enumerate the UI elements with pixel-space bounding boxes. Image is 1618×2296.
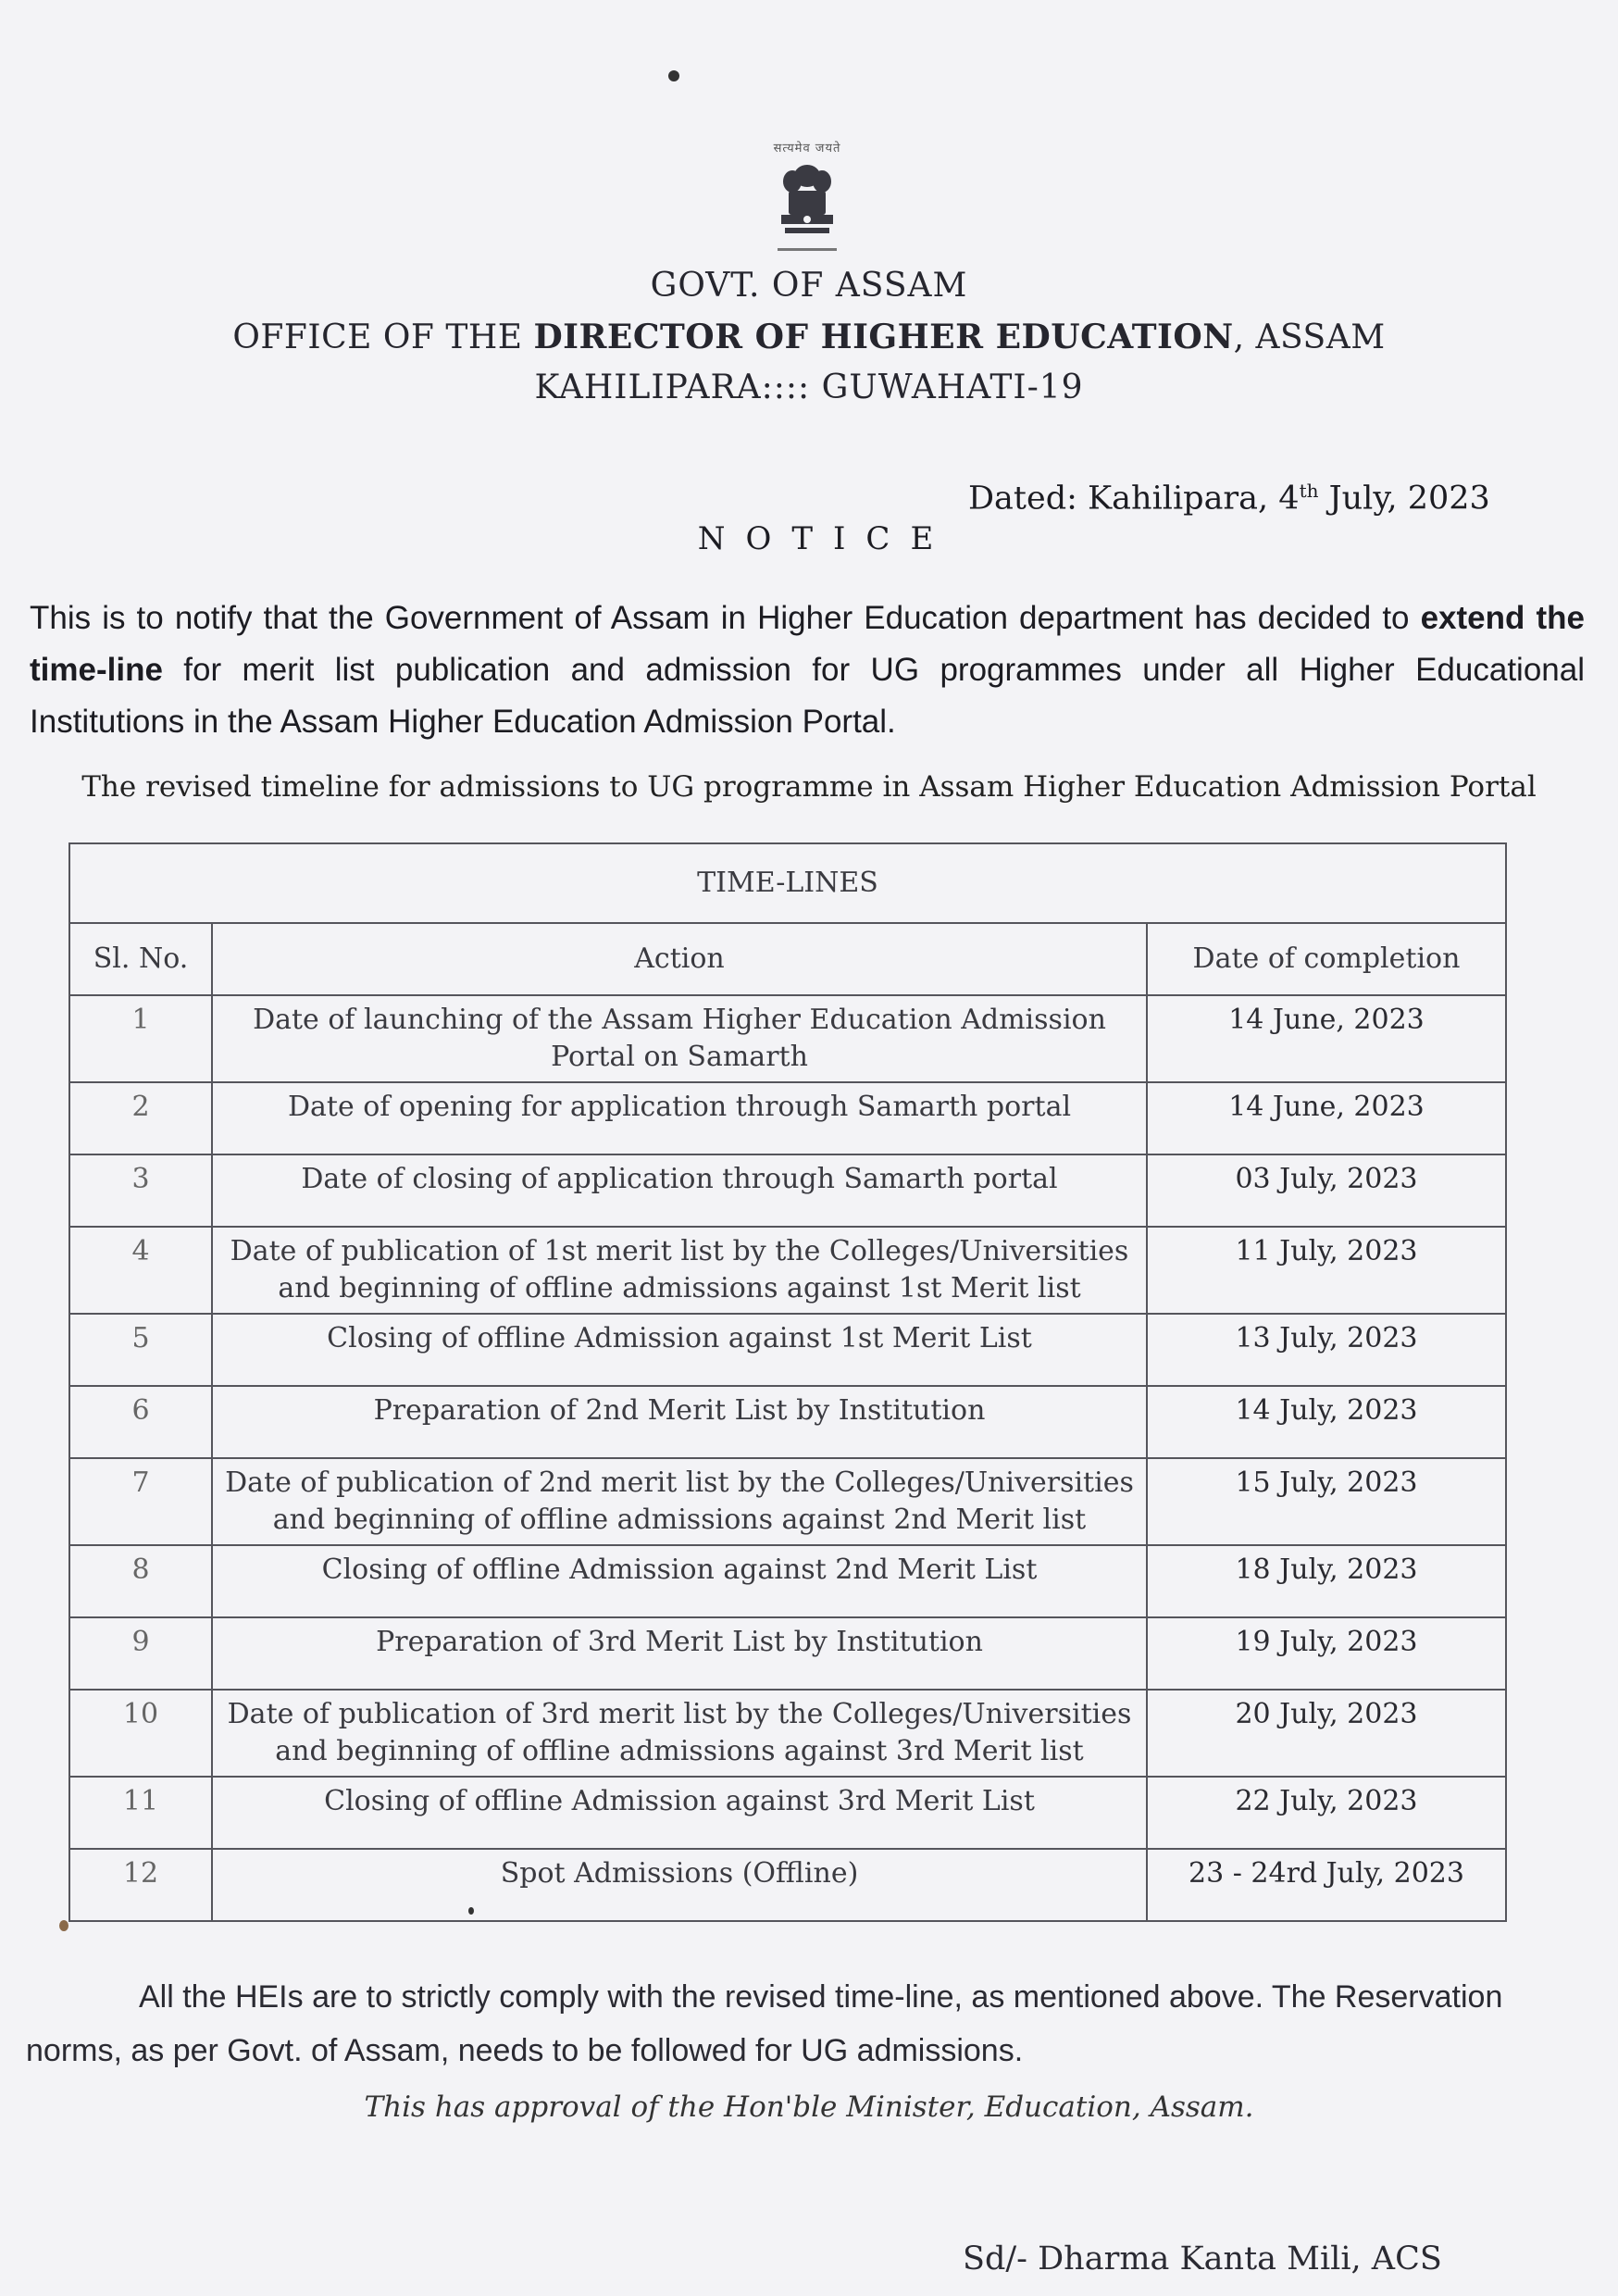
dated-line: Dated: Kahilipara, 4th July, 2023 <box>968 480 1490 518</box>
table-row <box>69 1458 1506 1545</box>
row-serial: 7 <box>69 1458 212 1545</box>
table-caption: The revised timeline for admissions to UG programme in Assam Higher Education Admission Portal <box>81 770 1537 804</box>
row-serial: 6 <box>69 1386 212 1458</box>
state-emblem-icon <box>768 139 846 259</box>
row-serial: 10 <box>69 1690 212 1777</box>
row-action: Closing of offline Admission against 2nd Merit List <box>212 1545 1147 1617</box>
row-action: Date of publication of 3rd merit list by the Colleges/Universities and beginning of offline admissions against 3rd Merit list <box>212 1690 1147 1777</box>
row-serial: 4 <box>69 1227 212 1314</box>
table-row <box>69 1227 1506 1314</box>
table-row <box>69 1690 1506 1777</box>
table-row <box>69 1154 1506 1227</box>
table-row <box>69 1314 1506 1386</box>
row-serial: 1 <box>69 995 212 1082</box>
row-date: 13 July, 2023 <box>1147 1314 1506 1386</box>
emblem-motto: सत्यमेव जयते <box>773 142 841 156</box>
emphasis-text: extend the time-line <box>30 600 1585 688</box>
row-serial: 12 <box>69 1849 212 1921</box>
row-serial: 5 <box>69 1314 212 1386</box>
row-date: 14 June, 2023 <box>1147 1082 1506 1154</box>
row-action: Date of launching of the Assam Higher Education Admission Portal on Samarth <box>212 995 1147 1082</box>
row-date: 15 July, 2023 <box>1147 1458 1506 1545</box>
table-row <box>69 1777 1506 1849</box>
scan-speck <box>668 70 679 81</box>
header-address: KAHILIPARA:::: GUWAHATI-19 <box>534 368 1084 406</box>
notice-title: NOTICE <box>697 520 954 557</box>
row-date: 14 June, 2023 <box>1147 995 1506 1082</box>
row-action: Closing of offline Admission against 1st Merit List <box>212 1314 1147 1386</box>
header-office: OFFICE OF THE DIRECTOR OF HIGHER EDUCATION, ASSAM <box>232 318 1386 356</box>
signature-line: Sd/- Dharma Kanta Mili, ACS <box>963 2240 1442 2277</box>
scan-speck <box>59 1920 68 1931</box>
table-row <box>69 995 1506 1082</box>
timeline-table <box>68 842 1507 1922</box>
row-date: 22 July, 2023 <box>1147 1777 1506 1849</box>
row-serial: 8 <box>69 1545 212 1617</box>
row-serial: 11 <box>69 1777 212 1849</box>
table-row <box>69 1849 1506 1921</box>
column-header-action: Action <box>212 923 1147 995</box>
row-date: 14 July, 2023 <box>1147 1386 1506 1458</box>
row-action: Preparation of 3rd Merit List by Institution <box>212 1617 1147 1690</box>
row-action: Date of closing of application through Samarth portal <box>212 1154 1147 1227</box>
row-date: 20 July, 2023 <box>1147 1690 1506 1777</box>
row-action: Date of publication of 1st merit list by the Colleges/Universities and beginning of offline admissions against 1st Merit list <box>212 1227 1147 1314</box>
row-date: 03 July, 2023 <box>1147 1154 1506 1227</box>
row-action: Date of opening for application through Samarth portal <box>212 1082 1147 1154</box>
table-title: TIME-LINES <box>69 843 1506 923</box>
row-serial: 2 <box>69 1082 212 1154</box>
row-serial: 3 <box>69 1154 212 1227</box>
table-row <box>69 1386 1506 1458</box>
header-govt: GOVT. OF ASSAM <box>650 267 968 305</box>
scan-speck <box>468 1907 474 1915</box>
compliance-paragraph: All the HEIs are to strictly comply with the revised time-line, as mentioned above. The Reservation norms, as per Govt. of Assam, needs to be followed for UG admissions. <box>26 1979 1503 2068</box>
row-date: 18 July, 2023 <box>1147 1545 1506 1617</box>
row-serial: 9 <box>69 1617 212 1690</box>
notice-paragraph: This is to notify that the Government of Assam in Higher Education department has decided to extend the time-line for merit list publication and admission for UG programmes under all Higher Educational Institutions in the Assam Higher Education Admission Portal. <box>30 600 1585 740</box>
row-date: 11 July, 2023 <box>1147 1227 1506 1314</box>
table-row <box>69 1617 1506 1690</box>
row-date: 19 July, 2023 <box>1147 1617 1506 1690</box>
approval-note: This has approval of the Hon'ble Minister, Education, Assam. <box>364 2090 1254 2124</box>
column-header-sl: Sl. No. <box>69 923 212 995</box>
row-action: Closing of offline Admission against 3rd Merit List <box>212 1777 1147 1849</box>
table-row <box>69 1082 1506 1154</box>
column-header-date: Date of completion <box>1147 923 1506 995</box>
header-office-bold: DIRECTOR OF HIGHER EDUCATION <box>533 318 1234 356</box>
row-action: Spot Admissions (Offline) <box>212 1849 1147 1921</box>
row-date: 23 - 24rd July, 2023 <box>1147 1849 1506 1921</box>
row-action: Preparation of 2nd Merit List by Institution <box>212 1386 1147 1458</box>
table-row <box>69 1545 1506 1617</box>
row-action: Date of publication of 2nd merit list by the Colleges/Universities and beginning of offline admissions against 2nd Merit list <box>212 1458 1147 1545</box>
